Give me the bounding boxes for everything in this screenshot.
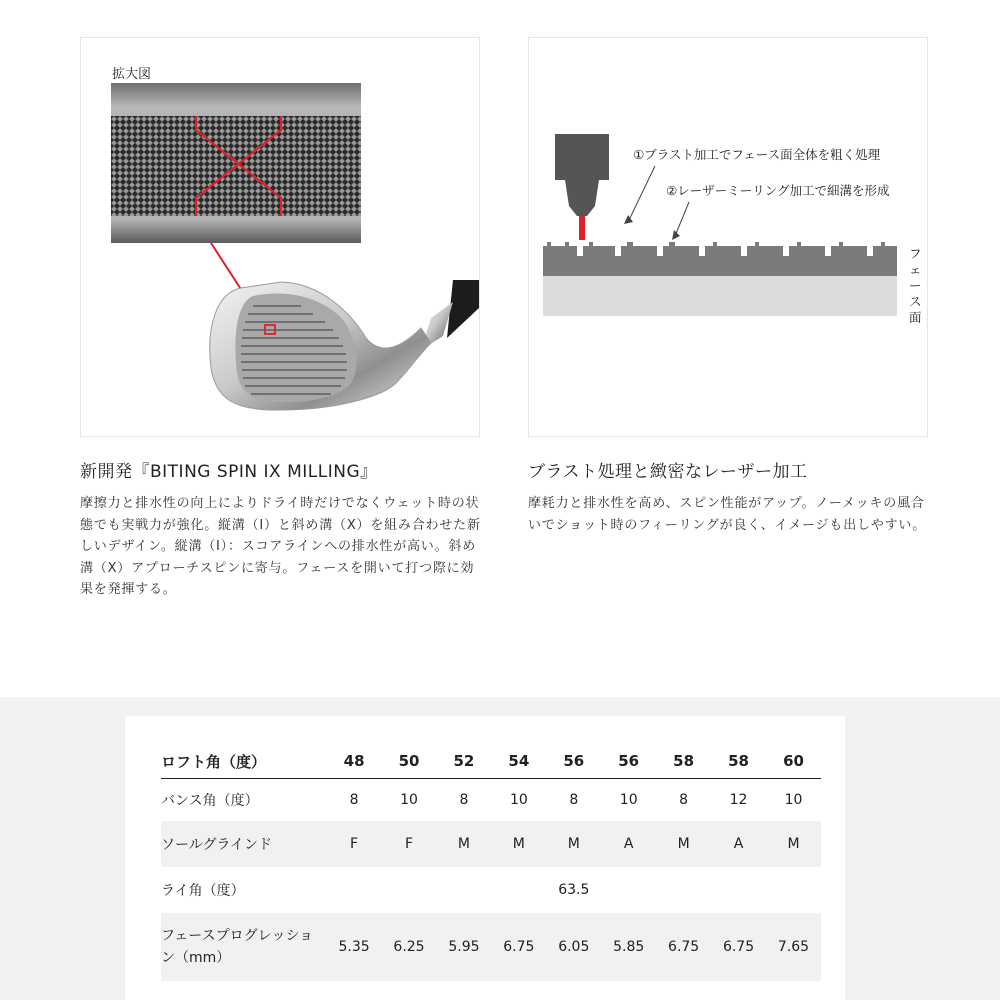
process-diagram — [528, 37, 928, 437]
fp-cell: 6.75 — [491, 913, 546, 981]
grind-cell: M — [546, 821, 601, 867]
section-title-milling: 新開発『BITING SPIN IX MILLING』 — [80, 462, 378, 482]
annotation-2: ②レーザーミーリング加工で細溝を形成 — [666, 183, 890, 198]
fp-cell: 5.95 — [436, 913, 491, 981]
bounce-cell: 10 — [509, 792, 528, 808]
annotation-1: ①ブラスト加工でフェース面全体を粗く処理 — [633, 147, 881, 162]
loft-cell: 60 — [766, 744, 821, 779]
arrow-icon — [624, 215, 633, 224]
bounce-label: バンス角（度） — [161, 793, 259, 809]
fp-cell: 5.85 — [601, 913, 656, 981]
svg-text:ェ: ェ — [909, 262, 922, 277]
grind-cell: M — [656, 821, 711, 867]
spec-table-card — [125, 716, 845, 1000]
annotation-leaders — [629, 166, 689, 236]
fp-cell: 6.25 — [382, 913, 437, 981]
table-row — [161, 779, 821, 822]
table-row — [161, 821, 821, 867]
svg-text:フ: フ — [909, 246, 922, 261]
fp-cell: 5.35 — [327, 913, 382, 981]
lie-label: ライ角（度） — [161, 883, 245, 899]
section-body-blast: 摩耗力と排水性を高め、スピン性能がアップ。ノーメッキの風合いでショット時のフィーリングが良く、イメージも出しやすい。 — [528, 496, 926, 533]
face-base-layer — [543, 276, 897, 316]
loft-cell: 58 — [656, 744, 711, 779]
lie-cell: 63.5 — [558, 882, 590, 898]
table-header-row — [161, 744, 821, 779]
bounce-cell: 8 — [349, 792, 359, 808]
grind-cell: M — [491, 821, 546, 867]
loft-cell: 58 — [711, 744, 766, 779]
zoom-label: 拡大図 — [112, 67, 152, 82]
loft-cell: 50 — [382, 744, 437, 779]
loft-label: ロフト角（度） — [161, 744, 327, 779]
grind-cell: M — [436, 821, 491, 867]
loft-cell: 54 — [491, 744, 546, 779]
wedge-face-svg — [81, 38, 479, 436]
grind-cell: A — [601, 821, 656, 867]
svg-text:ス: ス — [909, 294, 922, 309]
face-surface-layer — [543, 242, 897, 276]
bounce-cell: 12 — [729, 792, 748, 808]
club-shaft — [421, 280, 479, 350]
spec-table — [161, 744, 821, 981]
section-title-blast: ブラスト処理と緻密なレーザー加工 — [528, 462, 808, 482]
grind-cell: A — [711, 821, 766, 867]
bounce-cell: 8 — [569, 792, 579, 808]
grind-cell: F — [382, 821, 437, 867]
svg-text:ー: ー — [909, 278, 922, 293]
fp-cell: 6.75 — [711, 913, 766, 981]
grind-cell: F — [327, 821, 382, 867]
table-row — [161, 867, 821, 913]
fp-cell: 6.75 — [656, 913, 711, 981]
grind-label: ソールグラインド — [161, 821, 327, 867]
svg-text:面: 面 — [909, 310, 922, 325]
bounce-cell: 10 — [619, 792, 638, 808]
face-zoom-illustration — [80, 37, 480, 437]
fp-cell: 6.05 — [546, 913, 601, 981]
laser-nozzle-icon — [555, 134, 609, 240]
loft-cell: 56 — [546, 744, 601, 779]
process-diagram-svg — [529, 38, 927, 436]
bounce-cell: 8 — [459, 792, 469, 808]
face-progression-label: フェースプログレッション（mm） — [161, 913, 327, 981]
fp-cell: 7.65 — [766, 913, 821, 981]
loft-cell: 48 — [327, 744, 382, 779]
table-row — [161, 913, 821, 981]
loft-cell: 56 — [601, 744, 656, 779]
loft-cell: 52 — [436, 744, 491, 779]
bounce-cell: 10 — [784, 792, 803, 808]
bounce-cell: 10 — [400, 792, 418, 808]
bounce-cell: 8 — [679, 792, 689, 808]
grind-cell: M — [766, 821, 821, 867]
arrow-icon — [672, 230, 680, 240]
section-body-milling: 摩擦力と排水性の向上によりドライ時だけでなくウェット時の状態でも実戦力が強化。縦溝（I）と斜め溝（X）を組み合わせた新しいデザイン。縦溝（I）：スコアラインへの排水性が高い。斜め溝（X）アプローチスピンに寄与。フェースを開いて打つ際に効果を発揮する。 — [80, 496, 481, 597]
face-label — [909, 246, 922, 325]
